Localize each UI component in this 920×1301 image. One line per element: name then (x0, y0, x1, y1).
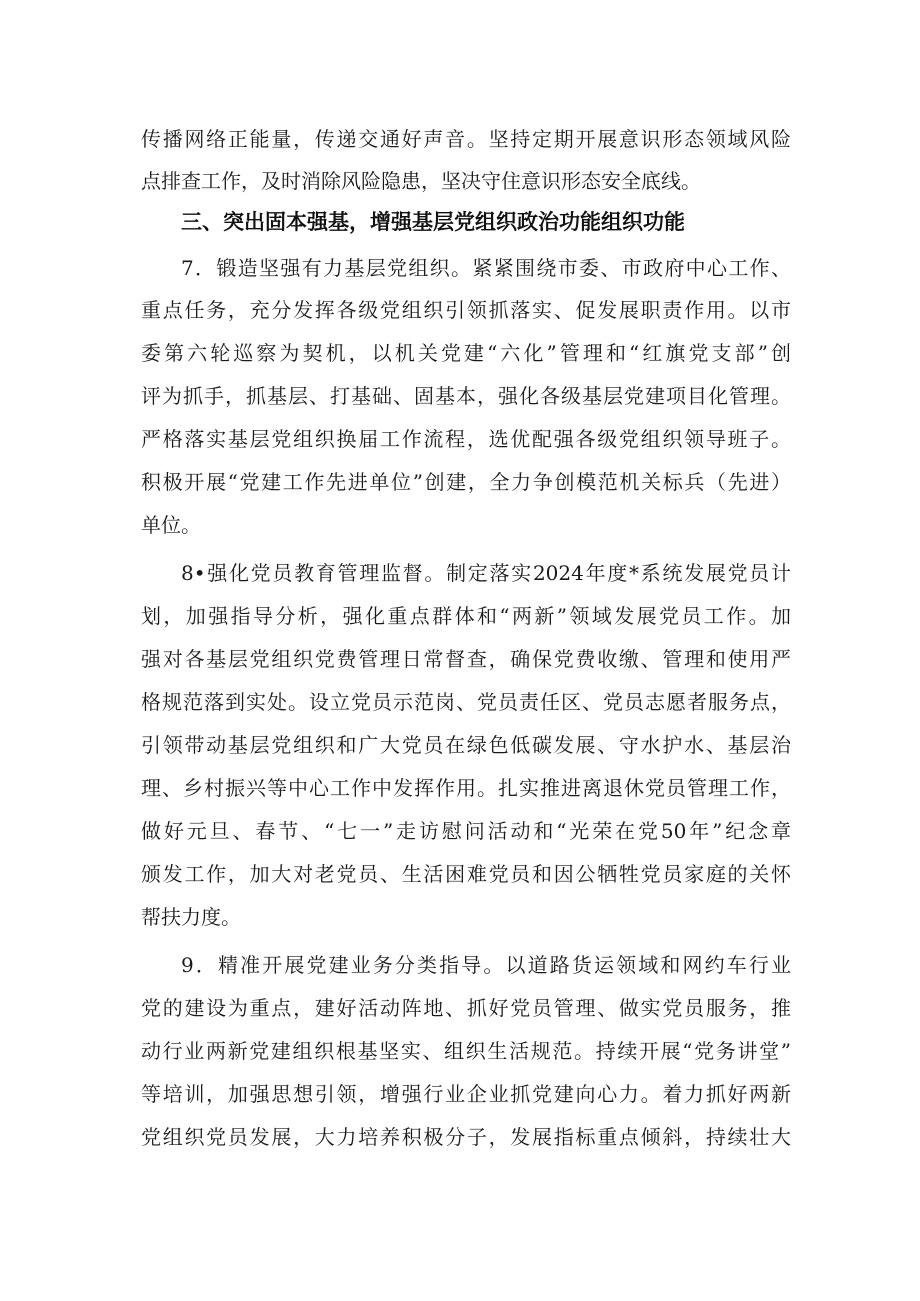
paragraph-8-line: 划，加强指导分析，强化重点群体和“两新”领域发展党员工作。加 (141, 604, 791, 628)
paragraph-8-line: 颁发工作，加大对老党员、生活困难党员和因公牺牲党员家庭的关怀 (141, 862, 791, 886)
paragraph-7-line: 委第六轮巡察为契机，以机关党建“六化”管理和“红旗党支部”创 (141, 341, 791, 365)
paragraph-8-line: 强对各基层党组织党费管理日常督查，确保党费收缴、管理和使用严 (141, 647, 791, 671)
paragraph-8-line: 帮扶力度。 (141, 905, 241, 929)
paragraph-7-line: 7．锻造坚强有力基层党组织。紧紧围绕市委、市政府中心工作、 (181, 256, 791, 280)
paragraph-9-line: 等培训，加强思想引领，增强行业企业抓党建向心力。着力抓好两新 (141, 1082, 791, 1106)
body-text-line: 点排查工作，及时消除风险隐患，坚决守住意识形态安全底线。 (141, 169, 701, 193)
paragraph-9-line: 9．精准开展党建业务分类指导。以道路货运领域和网约车行业 (181, 953, 791, 977)
paragraph-7-line: 单位。 (141, 513, 201, 537)
body-text-line: 传播网络正能量，传递交通好声音。坚持定期开展意识形态领域风险 (141, 127, 791, 151)
paragraph-8-line: 格规范落到实处。设立党员示范岗、党员责任区、党员志愿者服务点， (141, 690, 791, 714)
section-heading: 三、突出固本强基，增强基层党组织政治功能组织功能 (181, 210, 685, 234)
paragraph-8-line: 做好元旦、春节、“七一”走访慰问活动和“光荣在党50年”纪念章 (141, 819, 791, 843)
paragraph-8-line: 8•强化党员教育管理监督。制定落实2024年度*系统发展党员计 (181, 561, 791, 585)
paragraph-7-line: 评为抓手，抓基层、打基础、固基本，强化各级基层党建项目化管理。 (141, 384, 791, 408)
paragraph-9-line: 党组织党员发展，大力培养积极分子，发展指标重点倾斜，持续壮大 (141, 1125, 791, 1149)
paragraph-7-line: 积极开展“党建工作先进单位”创建，全力争创模范机关标兵（先进） (141, 470, 791, 494)
paragraph-7-line: 重点任务，充分发挥各级党组织引领抓落实、促发展职责作用。以市 (141, 298, 791, 322)
paragraph-7-line: 严格落实基层党组织换届工作流程，选优配强各级党组织领导班子。 (141, 427, 791, 451)
paragraph-8-line: 理、乡村振兴等中心工作中发挥作用。扎实推进离退休党员管理工作， (141, 776, 791, 800)
paragraph-8-line: 引领带动基层党组织和广大党员在绿色低碳发展、守水护水、基层治 (141, 733, 791, 757)
paragraph-9-line: 党的建设为重点，建好活动阵地、抓好党员管理、做实党员服务，推 (141, 996, 791, 1020)
paragraph-9-line: 动行业两新党建组织根基坚实、组织生活规范。持续开展“党务讲堂” (141, 1039, 791, 1063)
